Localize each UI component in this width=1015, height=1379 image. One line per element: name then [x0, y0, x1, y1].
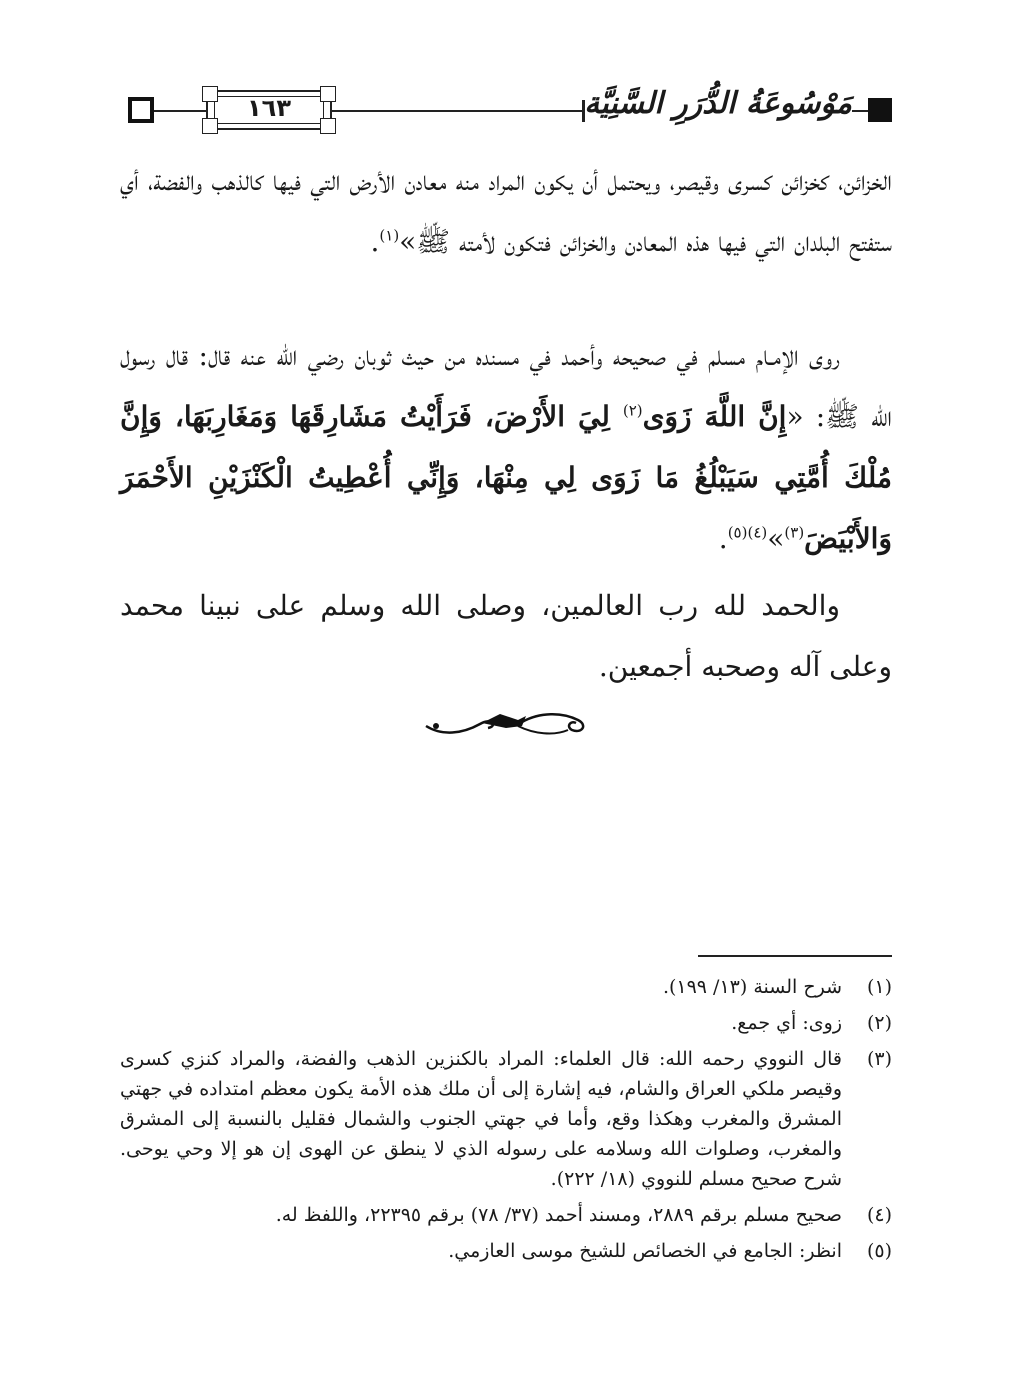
footnote-text: انظر: الجامع في الخصائص للشيخ موسى العازمي.	[448, 1240, 842, 1262]
paragraph-2-end: .	[718, 522, 728, 555]
hadith-close-quote: »	[767, 522, 785, 555]
footnote-separator	[698, 955, 892, 957]
footnote-1	[120, 972, 892, 1002]
footnote-number: (٢)	[866, 1012, 892, 1034]
footnote-ref-3: (٣)	[784, 523, 805, 542]
footnote-3	[120, 1044, 892, 1194]
paragraph-3	[120, 575, 892, 697]
footnote-ref-1: (١)	[379, 226, 400, 245]
paragraph-2	[120, 325, 892, 569]
footnote-4	[120, 1200, 892, 1230]
footnote-number: (٥)	[866, 1240, 892, 1262]
book-title: مَوْسُوعَةُ الدُّرَرِ السَّنِيَّة	[584, 86, 852, 121]
ornament-divider-icon	[422, 706, 592, 740]
paragraph-1	[120, 150, 892, 272]
footnote-ref-2: (٢)	[622, 401, 643, 420]
footnote-text: صحيح مسلم برقم ٢٨٨٩، ومسند أحمد (٣٧/ ٧٨) برقم ٢٢٣٩٥، واللفظ له.	[275, 1204, 842, 1226]
footnote-5	[120, 1236, 892, 1266]
footnote-number: (١)	[866, 976, 892, 998]
footnote-number: (٣)	[866, 1048, 892, 1070]
header-rule-middle	[332, 110, 582, 112]
footnotes	[120, 972, 892, 1272]
paragraph-1-end: .	[370, 225, 380, 258]
paragraph-1-text: الخزائن، كخزائن كسرى وقيصر، ويحتمل أن يكون المراد منه معادن الأرض التي فيها كالذهب والفضة، أي ستفتح البلدان التي فيها هذه المعادن والخزائن فتكون لأمته ﷺ»	[120, 164, 892, 258]
hadith-text-1: إِنَّ اللَّهَ زَوَى	[642, 400, 787, 433]
page-number-frame	[206, 90, 332, 130]
footnote-ref-4-5: (٤)(٥)	[727, 523, 768, 542]
hadith-text-2: لِيَ الأَرْضَ، فَرَأَيْتُ مَشَارِقَهَا وَمَغَارِبَهَا، وَإِنَّ مُلْكَ أُمَّتِي سَيَبْلُغُ مَا زَوَى لِي مِنْهَا، وَإِنِّي أُعْطِيتُ الْكَنْزَيْنِ الأَحْمَرَ وَالأَبْيَضَ	[120, 400, 892, 555]
footnote-number: (٤)	[866, 1204, 892, 1226]
footnote-text: شرح السنة (١٣/ ١٩٩).	[662, 976, 842, 998]
page-header	[120, 86, 892, 138]
closing-text: والحمد لله رب العالمين، وصلى الله وسلم على نبينا محمد وعلى آله وصحبه أجمعين.	[120, 589, 892, 683]
header-rule-left	[154, 110, 206, 112]
header-square-filled	[868, 98, 892, 122]
header-square-outline	[128, 97, 154, 123]
page-number: ١٦٣	[247, 94, 291, 122]
footnote-2	[120, 1008, 892, 1038]
hadith-intro: روى الإمـام مسلم في صحيحه وأحمد في مسنده من حيث ثوبان رضي الله عنه قال: قال رسول الله ﷺ: «	[120, 339, 893, 433]
footnote-text: قال النووي رحمه الله: قال العلماء: المراد بالكنزين الذهب والفضة، والمراد كنزي كسرى وقيصر ملكي العراق والشام، فيه إشارة إلى أن ملك هذه الأمة يكون معظم امتداده في جهتي المشرق والمغرب وهكذا وقع، وأما في جهتي الجنوب والشمال فقليل بالنسبة إلى المشرق والمغرب، وصلوات الله وسلامه على رسوله الذي لا ينطق عن الهوى إن هو إلا وحي يوحى. شرح صحيح مسلم للنووي (١٨/ ٢٢٢).	[120, 1048, 842, 1190]
footnote-text: زوى: أي جمع.	[731, 1012, 842, 1034]
